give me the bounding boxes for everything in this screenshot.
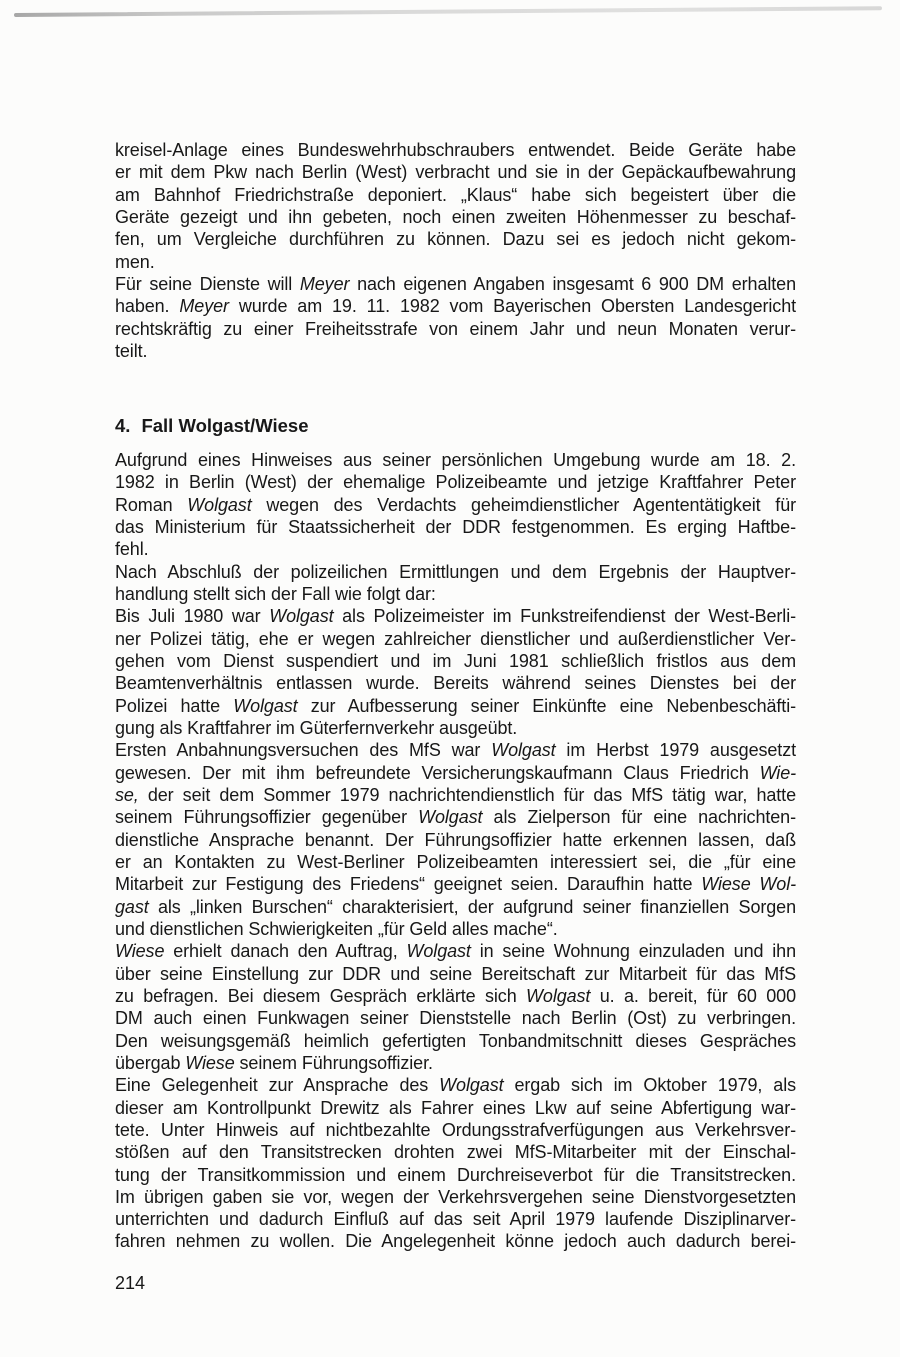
text-line: gewesen. Der mit ihm befreundete Versicherungskaufmann Claus Friedrich Wie- [115, 762, 796, 783]
section-heading [115, 414, 796, 438]
text-line: Beamtenverhältnis entlassen wurde. Bereits während seines Dienstes bei der [115, 673, 796, 694]
text-line: fen, um Vergleiche durchführen zu können. Dazu sei es jedoch nicht gekom- [115, 229, 796, 250]
text-line: Mitarbeit zur Festigung des Friedens“ geeignet seien. Daraufhin hatte Wiese Wol- [115, 874, 796, 895]
text-line: teilt. [115, 340, 148, 361]
text-line: gehen vom Dienst suspendiert und im Juni 1981 schließlich fristlos aus dem [115, 650, 796, 671]
text-line: er an Kontakten zu West-Berliner Polizeibeamten interessiert sei, die „für eine [115, 851, 796, 872]
text-line: er mit dem Pkw nach Berlin (West) verbracht und sie in der Gepäckaufbewahrung [115, 162, 796, 183]
text-line: men. [115, 251, 155, 272]
text-line: Polizei hatte Wolgast zur Aufbesserung seiner Einkünfte eine Nebenbeschäfti- [115, 695, 796, 716]
text-line: fehl. [115, 539, 149, 560]
heading-number: 4. [115, 415, 131, 436]
text-line: Für seine Dienste will Meyer nach eigenen Angaben insgesamt 6 900 DM erhalten [115, 273, 797, 294]
paragraph [115, 605, 796, 739]
text-line: handlung stellt sich der Fall wie folgt dar: [115, 583, 436, 604]
paragraph [115, 561, 796, 606]
text-line: Roman Wolgast wegen des Verdachts geheimdienstlicher Agententätigkeit für [115, 494, 796, 515]
text-line: gast als „linken Burschen“ charakterisiert, der aufgrund seiner finanziellen Sorgen [115, 896, 796, 917]
text-line: Geräte gezeigt und ihn gebeten, noch einen zweiten Höhenmesser zu beschaf- [115, 206, 796, 227]
text-line: 1982 in Berlin (West) der ehemalige Polizeibeamte und jetzige Kraftfahrer Peter [115, 472, 796, 493]
paragraph [115, 139, 796, 273]
text-line: kreisel-Anlage eines Bundeswehrhubschraubers entwendet. Beide Geräte habe [115, 140, 796, 160]
paragraph [115, 1074, 796, 1253]
paragraph [115, 940, 796, 1074]
text-line: Ersten Anbahnungsversuchen des MfS war Wolgast im Herbst 1979 ausgesetzt [115, 740, 796, 761]
text-line: Aufgrund eines Hinweises aus seiner persönlichen Umgebung wurde am 18. 2. [115, 450, 796, 470]
text-line: ner Polizei tätig, ehe er wegen zahlreicher dienstlicher und außerdienstlicher Ver- [115, 628, 796, 649]
scan-artifact-line [14, 6, 882, 17]
text-line: se, der seit dem Sommer 1979 nachrichtendienstlich für das MfS tätig war, hatte [115, 784, 796, 805]
text-line: stößen auf den Transitstrecken drohten zwei MfS-Mitarbeiter mit der Einschal- [115, 1142, 796, 1163]
text-line: gung als Kraftfahrer im Güterfernverkehr ausgeübt. [115, 717, 518, 738]
text-line: Den weisungsgemäß heimlich gefertigten Tonbandmitschnitt dieses Gespräches [115, 1030, 796, 1051]
paragraph [115, 739, 796, 940]
text-line: Wiese erhielt danach den Auftrag, Wolgast in seine Wohnung einzuladen und ihn [115, 941, 796, 962]
text-line: unterrichten und dadurch Einfluß auf das seit April 1979 laufende Disziplinarver- [115, 1209, 796, 1230]
text-line: das Ministerium für Staatssicherheit der DDR festgenommen. Es erging Haftbe- [115, 516, 796, 537]
text-line: seinem Führungsoffizier gegenüber Wolgast als Zielperson für eine nachrichten- [115, 807, 796, 828]
text-line: dienstliche Ansprache benannt. Der Führungsoffizier hatte erkennen lassen, daß [115, 829, 796, 850]
text-line: Eine Gelegenheit zur Ansprache des Wolgast ergab sich im Oktober 1979, als [115, 1075, 796, 1096]
text-line: Bis Juli 1980 war Wolgast als Polizeimeister im Funkstreifendienst der West-Berli- [115, 606, 797, 627]
section-below-heading [115, 449, 796, 1253]
text-line: haben. Meyer wurde am 19. 11. 1982 vom Bayerischen Obersten Landesgericht [115, 296, 796, 317]
text-line: Nach Abschluß der polizeilichen Ermittlungen und dem Ergebnis der Hauptver- [115, 561, 796, 582]
text-line: übergab Wiese seinem Führungsoffizier. [115, 1052, 433, 1073]
text-line: DM auch einen Funkwagen seiner Dienststelle nach Berlin (Ost) zu verbringen. [115, 1008, 796, 1029]
text-line: und dienstlichen Schwierigkeiten „für Geld alles mache“. [115, 918, 558, 939]
page-number: 214 [115, 1273, 146, 1293]
text-line: über seine Einstellung zur DDR und seine Bereitschaft zur Mitarbeit für das MfS [115, 963, 796, 984]
text-line: dieser am Kontrollpunkt Drewitz als Fahrer eines Lkw auf seine Abfertigung war- [115, 1097, 796, 1118]
text-line: rechtskräftig zu einer Freiheitsstrafe von einem Jahr und neun Monaten verur- [115, 318, 796, 339]
text-line: tete. Unter Hinweis auf nichtbezahlte Ordungsstrafverfügungen aus Verkehrsver- [115, 1119, 796, 1140]
paragraph [115, 273, 796, 362]
section-above-heading [115, 139, 796, 362]
heading-title: Fall Wolgast/Wiese [141, 415, 309, 436]
paragraph [115, 449, 796, 561]
text-line: am Bahnhof Friedrichstraße deponiert. „Klaus“ habe sich begeistert über die [115, 184, 796, 205]
text-line: zu befragen. Bei diesem Gespräch erklärte sich Wolgast u. a. bereit, für 60 000 [115, 985, 796, 1006]
text-line: fahren nehmen zu wollen. Die Angelegenheit könne jedoch auch dadurch berei- [115, 1231, 796, 1252]
text-line: Im übrigen gaben sie vor, wegen der Verkehrsvergehen seine Dienstvorgesetzten [115, 1186, 796, 1207]
text-line: tung der Transitkommission und einem Durchreiseverbot für die Transitstrecken. [115, 1164, 796, 1185]
